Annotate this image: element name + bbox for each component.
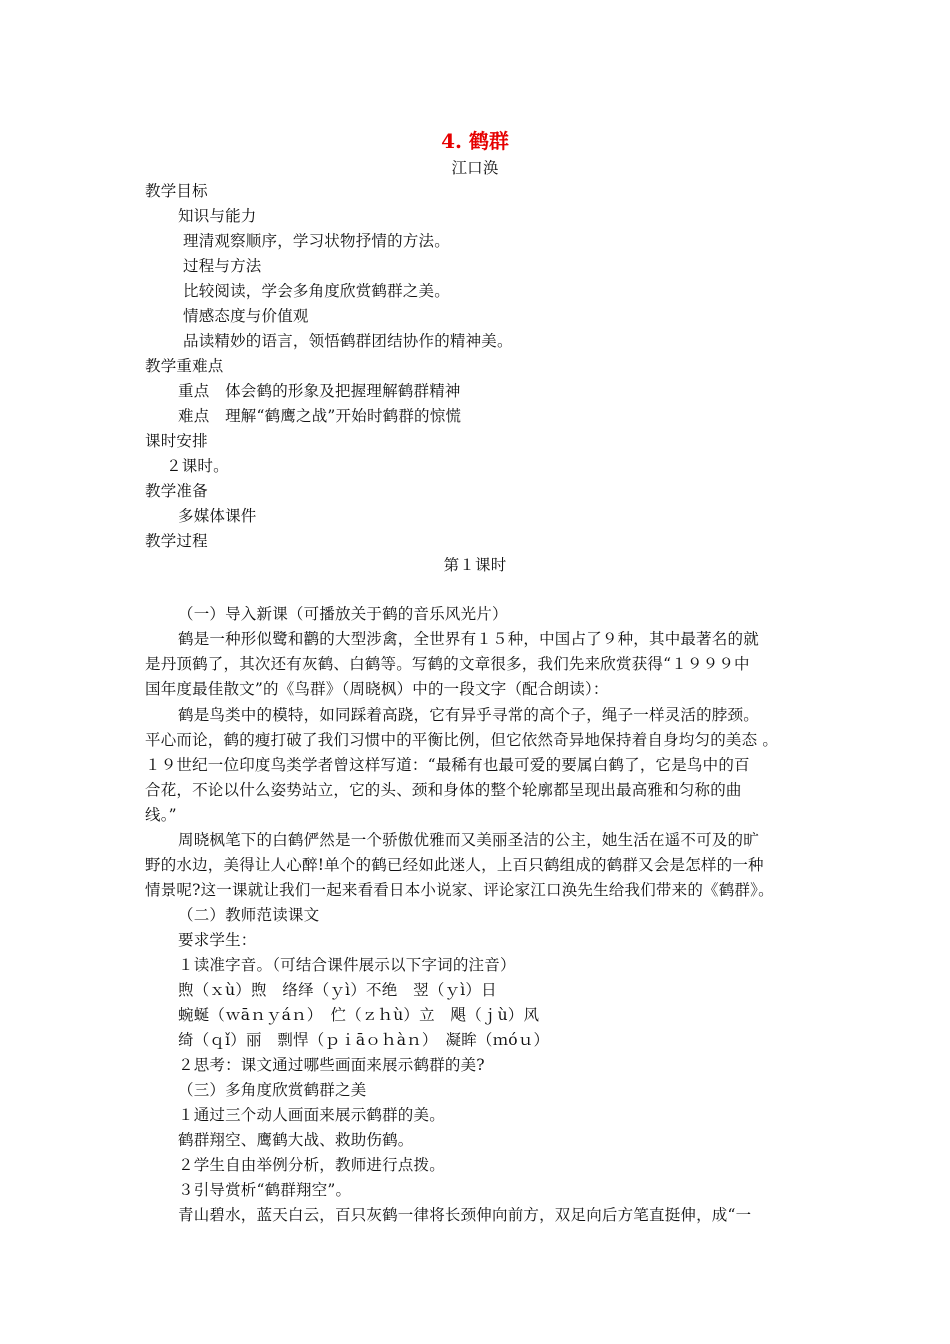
paragraph-line: 平心而论，鹤的瘦打破了我们习惯中的平衡比例，但它依然奇异地保持着自身均匀的美态 。 [145, 731, 779, 749]
paragraph-line: １９世纪一位印度鸟类学者曾这样写道：“最稀有也最可爱的要属白鹤了，它是鸟中的百 [145, 756, 750, 774]
paragraph-line: 周晓枫笔下的白鹤俨然是一个骄傲优雅而又美丽圣洁的公主，她生活在遥不可及的旷 [178, 831, 759, 849]
subheading: 知识与能力 [178, 207, 257, 225]
text-line: １读准字音。（可结合课件展示以下字词的注音） [178, 956, 516, 974]
paragraph-line: 线。” [145, 806, 177, 824]
paragraph-line: 鹤是鸟类中的模特，如同踩着高跷，它有异乎寻常的高个子，绳子一样灵活的脖颈。 [178, 706, 759, 724]
text-line: ３引导赏析“鹤群翔空”。 [178, 1181, 352, 1199]
pinyin-line: 蜿蜒（ｗāｎｙáｎ） 伫（ｚｈù）立 飓（ｊù）风 [178, 1006, 540, 1024]
text-line: 鹤群翔空、鹰鹤大战、救助伤鹤。 [178, 1131, 414, 1149]
text-line: 要求学生： [178, 931, 257, 949]
lesson-heading: 第１课时 [443, 556, 507, 574]
paragraph-line: 青山碧水，蓝天白云，百只灰鹤一律将长颈伸向前方，双足向后方笔直挺伸，成“一 [178, 1206, 752, 1224]
section-heading: 教学过程 [145, 532, 208, 550]
paragraph-line: 情景呢?这一课就让我们一起来看看日本小说家、评论家江口涣先生给我们带来的《鹤群》。 [145, 881, 774, 899]
section-heading: 教学准备 [145, 482, 208, 500]
paragraph-line: 鹤是一种形似鹭和鹳的大型涉禽，全世界有１５种，中国占了９种，其中最著名的就 [178, 630, 759, 648]
paragraph-line: 野的水边，美得让人心醉!单个的鹤已经如此迷人，上百只鹤组成的鹤群又会是怎样的一种 [145, 856, 764, 874]
pinyin-line: 煦（ｘù）煦 络绎（ｙì）不绝 翌（ｙì）日 [178, 981, 497, 999]
author: 江口涣 [451, 159, 499, 177]
section-heading: 课时安排 [145, 432, 208, 450]
paragraph-line: 合花，不论以什么姿势站立，它的头、颈和身体的整个轮廓都呈现出最高雅和匀称的曲 [145, 781, 742, 799]
subheading: （二）教师范读课文 [178, 906, 320, 924]
section-heading: 教学目标 [145, 182, 208, 200]
subheading: 过程与方法 [183, 257, 262, 275]
text-line: ２学生自由举例分析，教师进行点拨。 [178, 1156, 445, 1174]
text-line: 难点 理解“鹤鹰之战”开始时鹤群的惊慌 [178, 407, 462, 425]
pinyin-line: 绮（ｑǐ）丽 剽悍（ｐｉāｏｈàｎ） 凝眸（ｍóｕ） [178, 1031, 550, 1049]
section-heading: 教学重难点 [145, 357, 224, 375]
text-line: 理清观察顺序，学习状物抒情的方法。 [183, 232, 450, 250]
subheading: （三）多角度欣赏鹤群之美 [178, 1081, 367, 1099]
text-line: ２课时。 [166, 457, 229, 475]
paragraph-line: 国年度最佳散文”的《鸟群》（周晓枫）中的一段文字（配合朗读）： [145, 680, 609, 698]
subheading: （一）导入新课（可播放关于鹤的音乐风光片） [178, 605, 508, 623]
text-line: 品读精妙的语言，领悟鹤群团结协作的精神美。 [183, 332, 513, 350]
text-line: ２思考：课文通过哪些画面来展示鹤群的美? [178, 1056, 485, 1074]
text-line: 比较阅读，学会多角度欣赏鹤群之美。 [183, 282, 450, 300]
text-line: 重点 体会鹤的形象及把握理解鹤群精神 [178, 382, 461, 400]
subheading: 情感态度与价值观 [183, 307, 309, 325]
text-line: 多媒体课件 [178, 507, 257, 525]
paragraph-line: 是丹顶鹤了，其次还有灰鹤、白鹤等。写鹤的文章很多，我们先来欣赏获得“１９９９中 [145, 655, 750, 673]
document-title: 4. 鹤群 [441, 129, 509, 153]
text-line: １通过三个动人画面来展示鹤群的美。 [178, 1106, 445, 1124]
